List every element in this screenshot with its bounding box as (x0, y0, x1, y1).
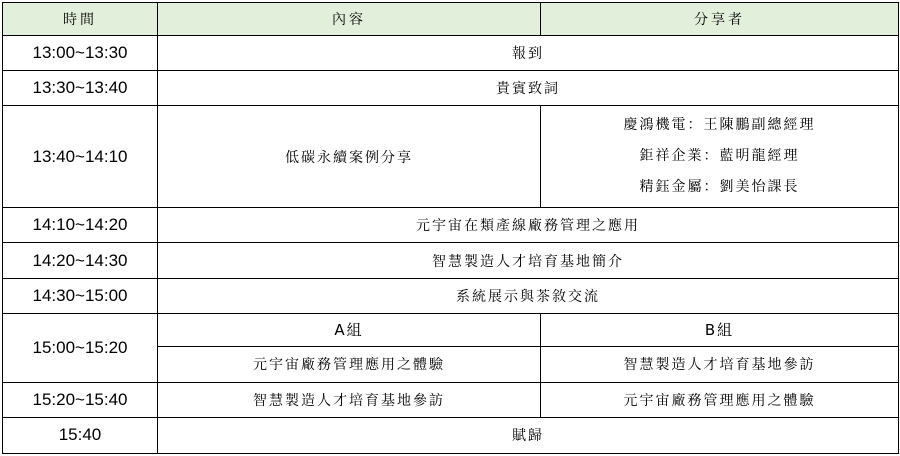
group-b-activity: 元宇宙廠務管理應用之體驗 (541, 382, 899, 417)
header-row (3, 3, 899, 36)
speaker-item: 精鈺金屬：劉美怡課長 (639, 179, 800, 196)
speaker-list (541, 106, 899, 208)
row-time: 13:00~13:30 (3, 36, 158, 71)
row-time: 14:10~14:20 (3, 208, 158, 243)
agenda-row-metaverse (3, 208, 899, 243)
agenda-table (2, 2, 899, 454)
row-time: 13:40~14:10 (3, 106, 158, 208)
row-content: 報到 (158, 36, 899, 71)
row-time: 15:40 (3, 417, 158, 453)
group-slot-2-row (3, 382, 899, 417)
row-time: 13:30~13:40 (3, 71, 158, 106)
agenda-row-talent-base (3, 243, 899, 278)
speaker-item: 鉅祥企業：藍明龍經理 (639, 148, 800, 165)
row-time: 14:20~14:30 (3, 243, 158, 278)
row-time: 14:30~15:00 (3, 278, 158, 313)
group-a-label: A組 (158, 313, 541, 346)
agenda-row-case-sharing (3, 106, 899, 208)
group-a-activity: 元宇宙廠務管理應用之體驗 (158, 346, 541, 382)
row-content: 賦歸 (158, 417, 899, 453)
group-b-activity: 智慧製造人才培育基地參訪 (541, 346, 899, 382)
row-time: 15:20~15:40 (3, 382, 158, 417)
header-speaker: 分享者 (541, 3, 899, 36)
row-time: 15:00~15:20 (3, 313, 158, 382)
header-time: 時間 (3, 3, 158, 36)
row-content: 智慧製造人才培育基地簡介 (158, 243, 899, 278)
row-content: 貴賓致詞 (158, 71, 899, 106)
group-b-label: B組 (541, 313, 899, 346)
speaker-item: 慶鴻機電：王陳鵬副總經理 (623, 117, 816, 134)
row-content: 元宇宙在類產線廠務管理之應用 (158, 208, 899, 243)
agenda-row-closing (3, 417, 899, 453)
group-a-activity: 智慧製造人才培育基地參訪 (158, 382, 541, 417)
agenda-row-demo-tea (3, 278, 899, 313)
row-content: 低碳永續案例分享 (158, 106, 541, 208)
agenda-row-checkin (3, 36, 899, 71)
row-content: 系統展示與茶敘交流 (158, 278, 899, 313)
group-header-row (3, 313, 899, 346)
header-content: 內容 (158, 3, 541, 36)
agenda-row-vip-speech (3, 71, 899, 106)
